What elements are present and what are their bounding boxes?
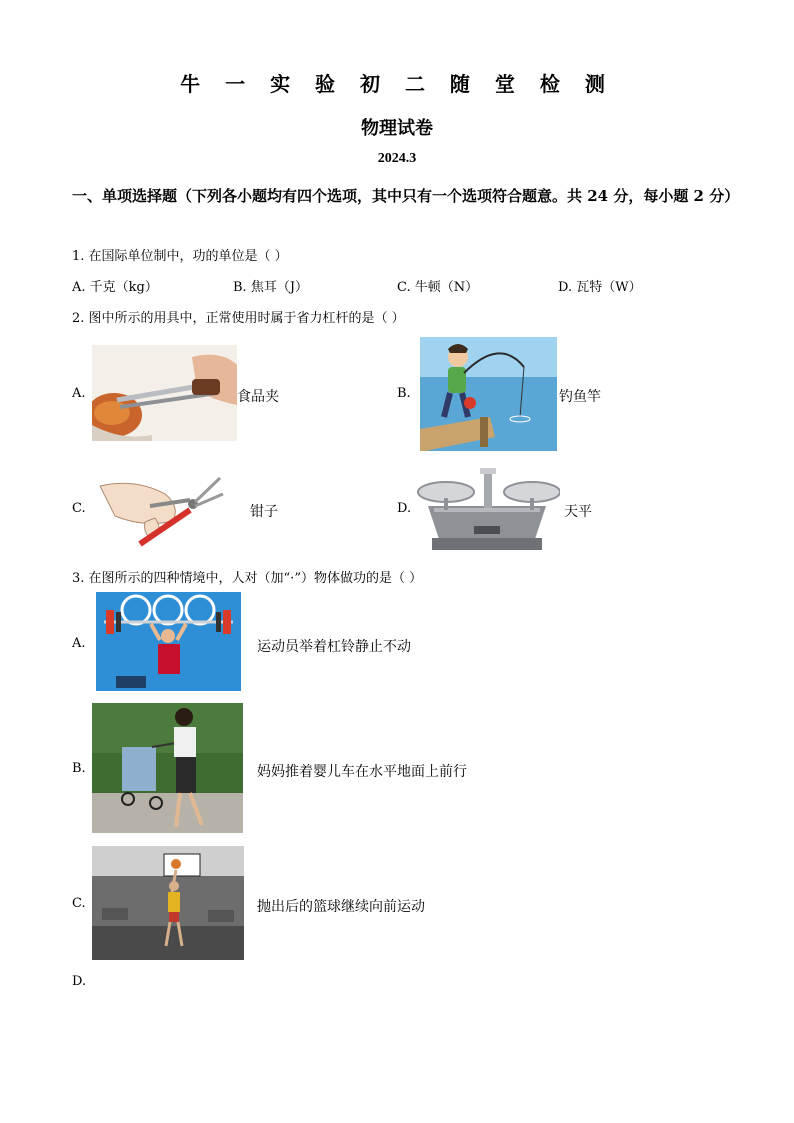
question-1-option-d: D. 瓦特（W）: [558, 280, 642, 295]
exam-subtitle: 物理试卷: [361, 118, 433, 139]
question-3-option-d-letter: D.: [72, 974, 87, 989]
exam-title: 牛 一 实 验 初 二 随 堂 检 测: [180, 72, 614, 96]
question-3-option-c-caption: 抛出后的篮球继续向前运动: [257, 899, 425, 915]
section-heading: 一、单项选择题（下列各小题均有四个选项，其中只有一个选项符合题意。共 24 分，每小题 2 分）: [72, 187, 740, 205]
question-2-option-d-letter: D.: [397, 501, 412, 516]
question-2-option-c-letter: C.: [72, 501, 86, 516]
question-3-option-b-letter: B.: [72, 761, 86, 776]
weightlifter-photo: [96, 592, 241, 691]
question-2-option-c-caption: 钳子: [250, 504, 278, 520]
question-3-option-a-letter: A.: [72, 636, 86, 651]
basketball-photo: [92, 846, 244, 960]
question-1-option-a: A. 千克（kg）: [72, 280, 158, 295]
question-2-stem: 2. 图中所示的用具中，正常使用时属于省力杠杆的是（ ）: [72, 311, 405, 326]
question-1-option-c: C. 牛顿（N）: [397, 280, 479, 295]
question-2-option-a-caption: 食品夹: [237, 389, 279, 405]
balance-scale-photo: [414, 466, 560, 554]
question-3-option-b-caption: 妈妈推着婴儿车在水平地面上前行: [257, 764, 467, 780]
question-2-option-b-letter: B.: [397, 386, 411, 401]
question-1-option-b: B. 焦耳（J）: [233, 280, 309, 295]
fishing-rod-illustration: [420, 337, 557, 451]
question-3-stem: 3. 在图所示的四种情境中，人对（加“·”）物体做功的是（ ）: [72, 571, 423, 586]
question-3-option-c-letter: C.: [72, 896, 86, 911]
question-3-option-a-caption: 运动员举着杠铃静止不动: [257, 639, 411, 655]
question-2-option-a-letter: A.: [72, 386, 86, 401]
pliers-drawing: [95, 466, 230, 548]
food-tongs-photo: [92, 345, 237, 441]
question-2-option-b-caption: 钓鱼竿: [559, 389, 601, 405]
question-1-stem: 1. 在国际单位制中，功的单位是（ ）: [72, 249, 288, 264]
stroller-photo: [92, 703, 243, 833]
question-2-option-d-caption: 天平: [564, 504, 592, 520]
exam-date: 2024.3: [377, 151, 417, 166]
